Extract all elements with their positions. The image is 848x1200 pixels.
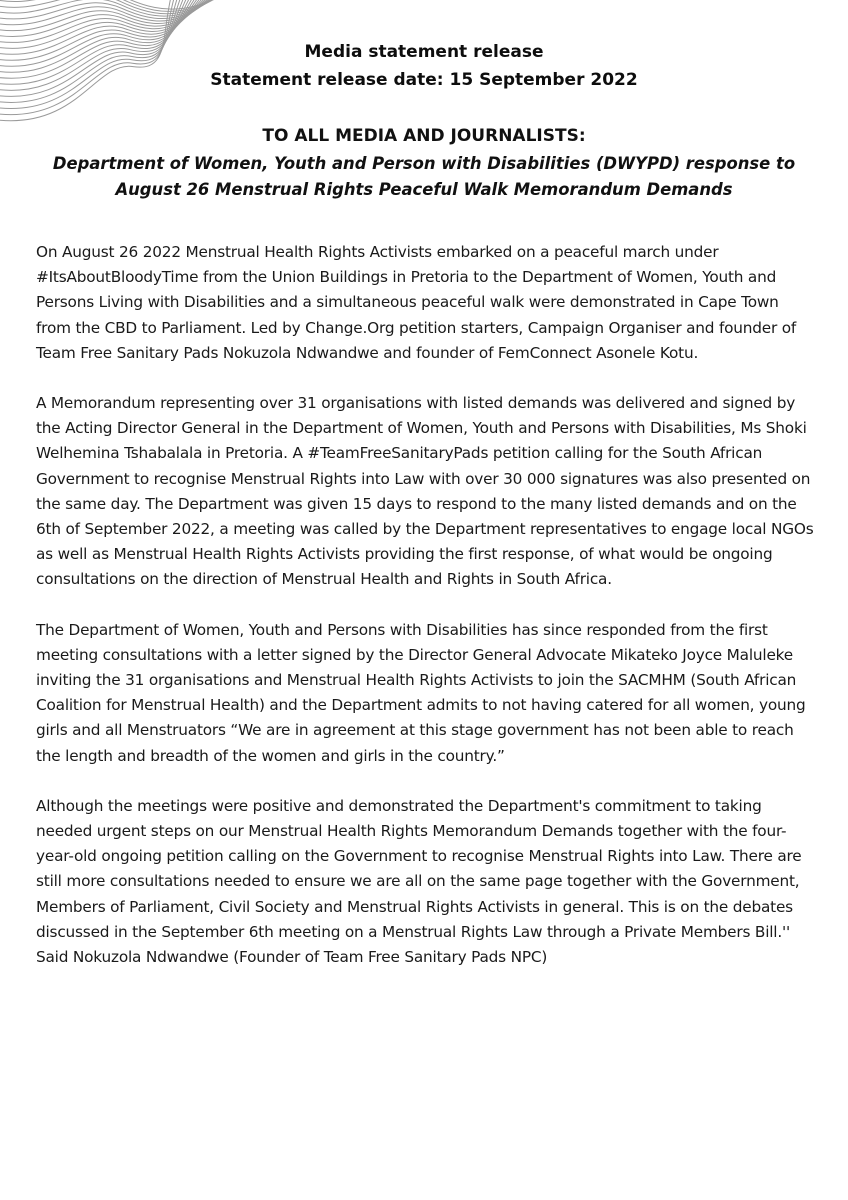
body-paragraph-1: On August 26 2022 Menstrual Health Rights Activists embarked on a peaceful march under #ItsAboutBloodyTime from the Union Buildings in Pretoria to the Department of Women, Youth and Persons Living with Disabilities and a simultaneous peaceful walk were demonstrated in Cape Town from the CBD to Parliament. Led by Change.Org petition starters, Campaign Organiser and founder of Team Free Sanitary Pads Nokuzola Ndwandwe and founder of FemConnect Asonele Kotu. [36, 243, 797, 362]
body-paragraph-3: The Department of Women, Youth and Persons with Disabilities has since responded from the first meeting consultations with a letter signed by the Director General Advocate Mikateko Joyce Maluleke inviting the 31 organisations and Menstrual Health Rights Activists to join the SACMHM (South African Coalition for Menstrual Health) and the Department admits to not having catered for all women, young girls and all Menstruators “We are in agreement at this stage government has not been able to reach the length and breadth of the women and girls in the country.” [36, 620, 806, 765]
statement-header [0, 38, 848, 94]
body-paragraph-4: Although the meetings were positive and demonstrated the Department's commitment to taking needed urgent steps on our Menstrual Health Rights Memorandum Demands together with the four-year-old ongoing petition calling on the Government to recognise Menstrual Rights into Law. There are still more consultations needed to ensure we are all on the same page together with the Government, Members of Parliament, Civil Society and Menstrual Rights Activists in general. This is on the debates discussed in the September 6th meeting on a Menstrual Rights Law through a Private Members Bill.'' Said Nokuzola Ndwandwe (Founder of Team Free Sanitary Pads NPC) [36, 796, 802, 967]
statement-release-date: Statement release date: 15 September 2022 [210, 70, 638, 90]
body-paragraph-2: A Memorandum representing over 31 organisations with listed demands was delivered and signed by the Acting Director General in the Department of Women, Youth and Persons with Disabilities, Ms Shoki Welhemina Tshabalala in Pretoria. A #TeamFreeSanitaryPads petition calling for the South African Government to recognise Menstrual Rights into Law with over 30 000 signatures was also presented on the same day. The Department was given 15 days to respond to the many listed demands and on the 6th of September 2022, a meeting was called by the Department representatives to engage local NGOs as well as Menstrual Health Rights Activists providing the first response, of what would be ongoing consultations on the direction of Menstrual Health and Rights in South Africa. [36, 394, 814, 589]
statement-type: Media statement release [304, 42, 544, 62]
statement-title-line-1: Department of Women, Youth and Person with Disabilities (DWYPD) response to [52, 154, 796, 173]
statement-body [36, 240, 816, 995]
audience-heading: TO ALL MEDIA AND JOURNALISTS: [262, 126, 586, 146]
statement-subject [0, 121, 848, 203]
statement-title-line-2: August 26 Menstrual Rights Peaceful Walk Memorandum Demands [115, 180, 733, 199]
